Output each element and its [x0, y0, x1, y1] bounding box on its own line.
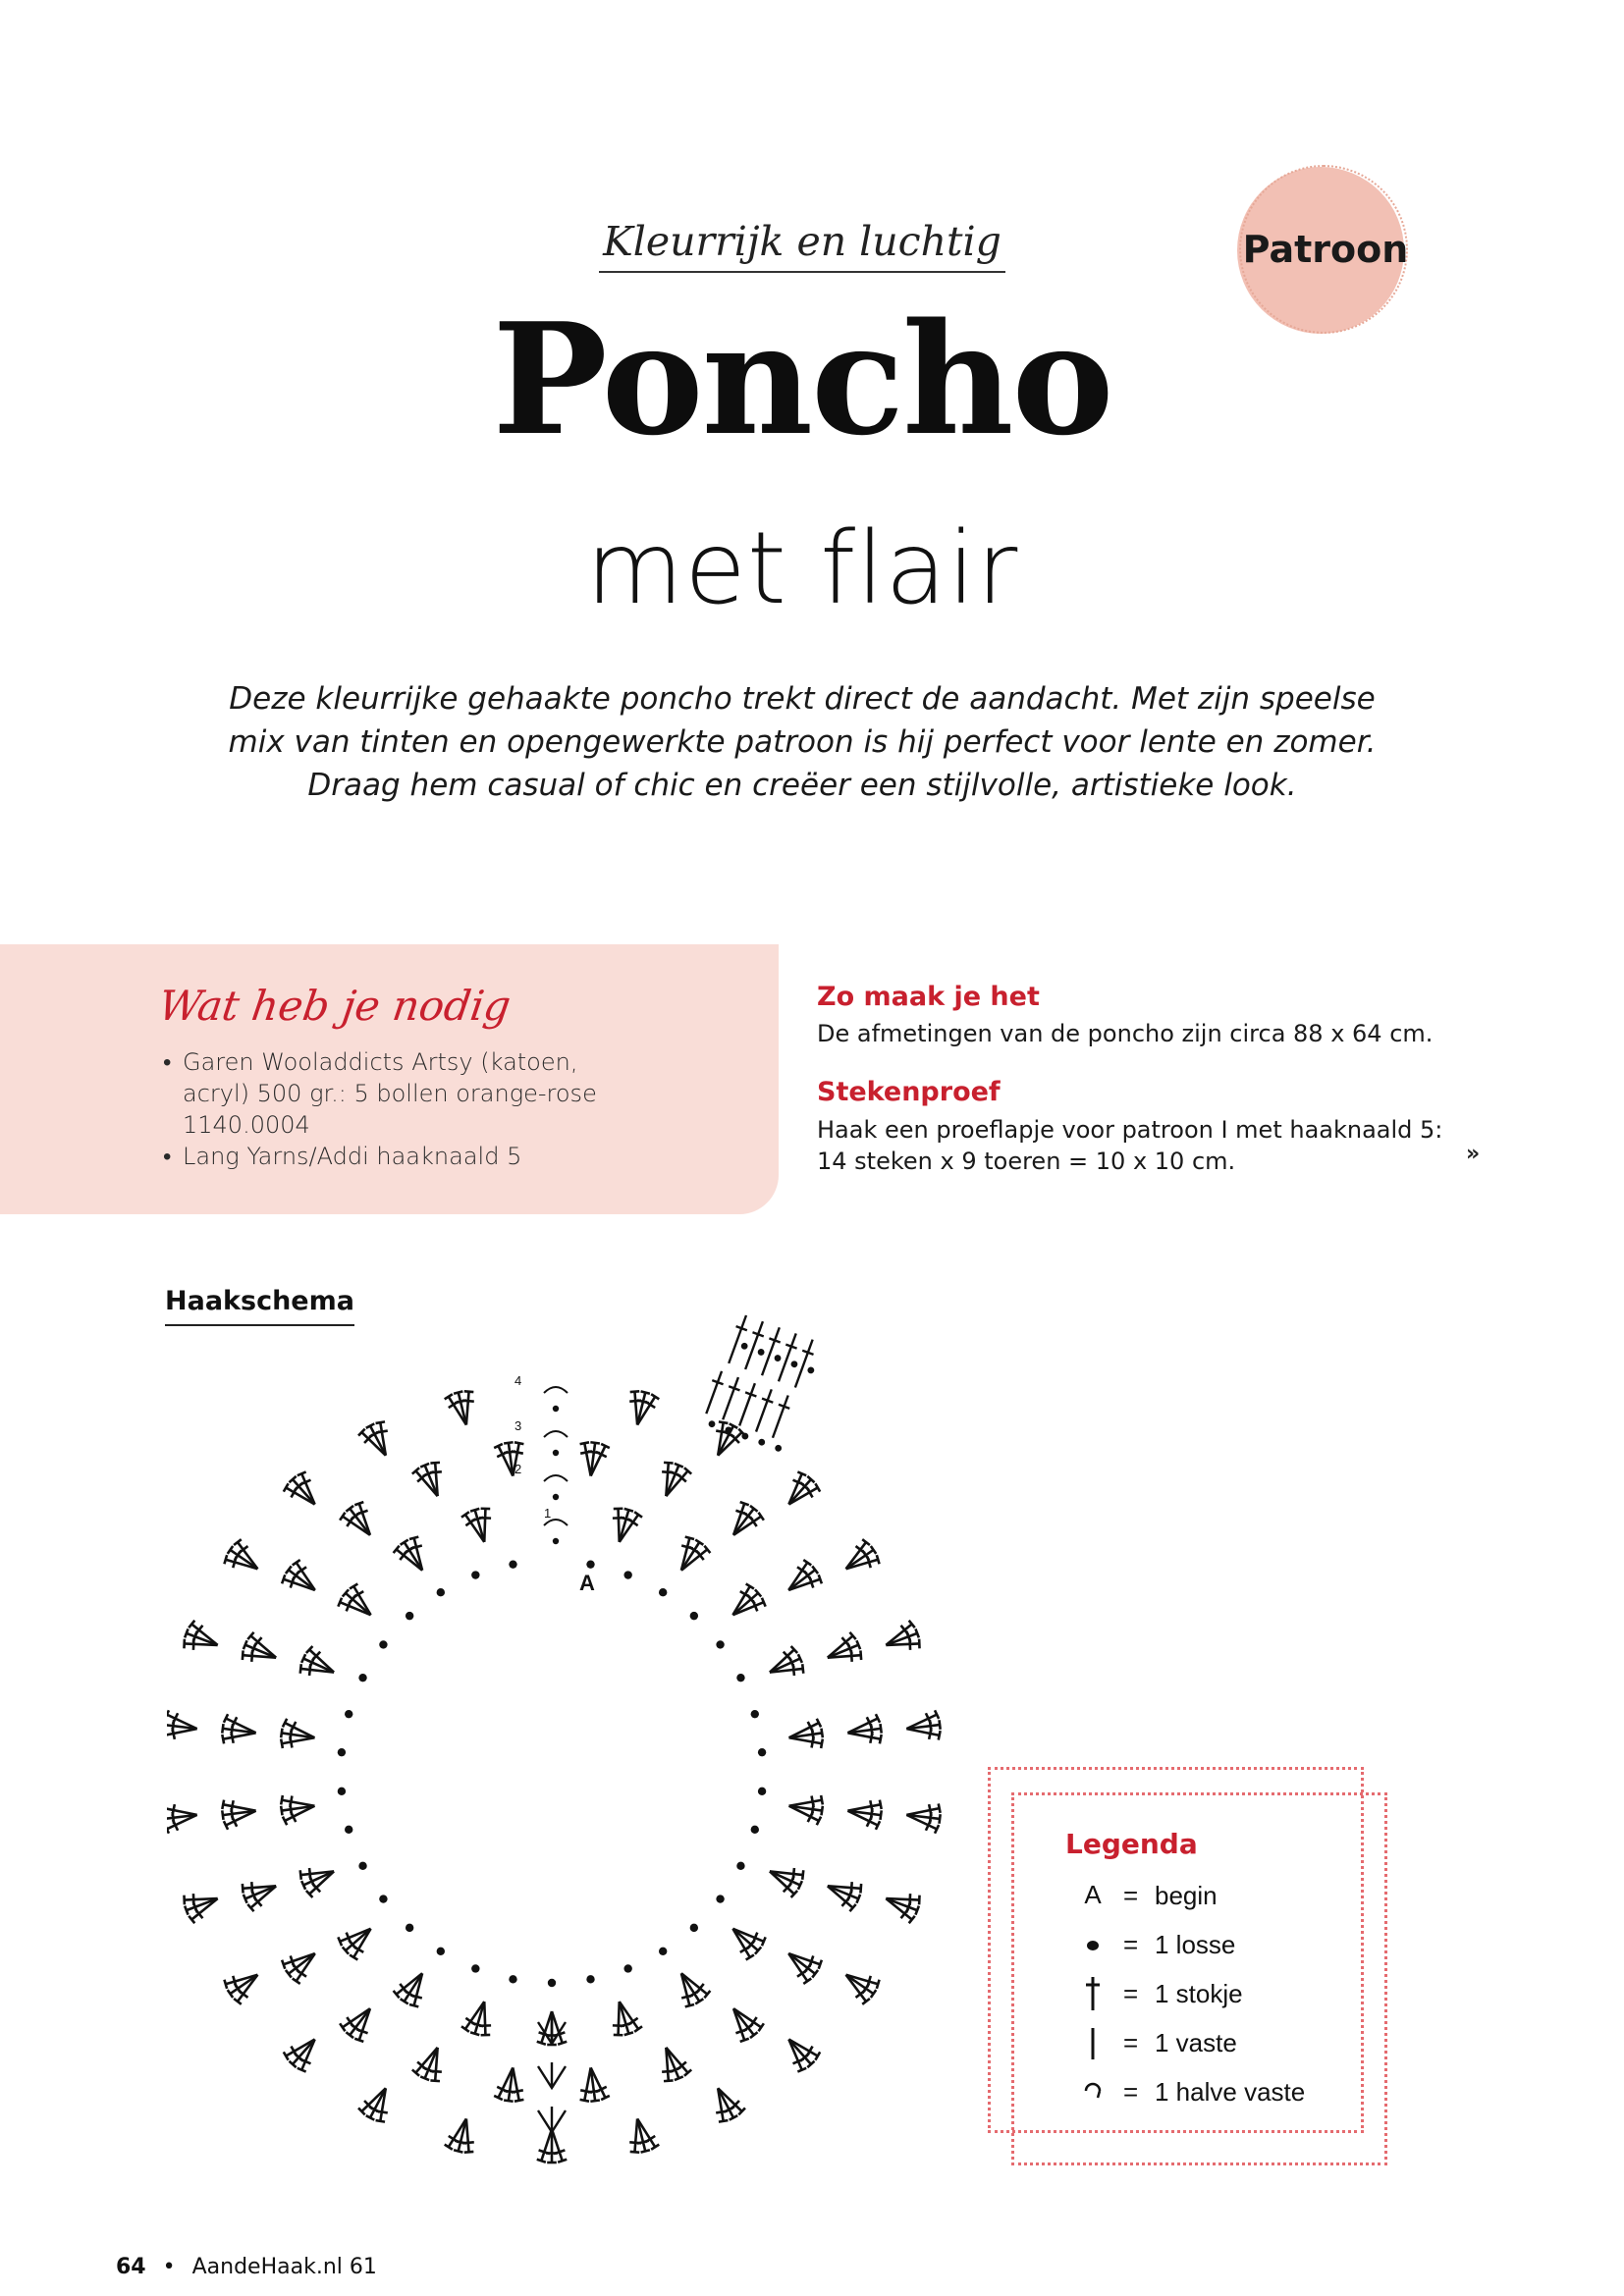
stitch-fan [778, 2029, 822, 2074]
chain-dot [406, 1924, 413, 1932]
continue-icon: » [1466, 1142, 1481, 1166]
stitch-fan [778, 1469, 822, 1515]
chain-dot [736, 1862, 744, 1870]
stitch-fan [786, 1718, 824, 1752]
stitch-fan [576, 2065, 611, 2103]
stitch-fan [764, 1645, 807, 1686]
gauge-line-2: 14 steken x 9 toeren = 10 x 10 cm. [817, 1148, 1236, 1175]
stitch-fan [392, 1534, 435, 1578]
chain-dot [740, 1342, 749, 1351]
stitch-fan [336, 1917, 381, 1961]
page-title: Poncho [492, 290, 1112, 469]
stitch-fan [298, 1645, 341, 1686]
double-crochet-icon [1076, 1973, 1110, 2012]
stitch-fan [181, 1620, 223, 1660]
stitch-fan [845, 1796, 883, 1831]
chain-dot [586, 1560, 594, 1568]
stitch-fan [881, 1620, 923, 1660]
legend-title: Legenda [1065, 1828, 1198, 1860]
chain-dot [716, 1640, 724, 1648]
legend-row-dc: = 1 stokje [1076, 1973, 1341, 2022]
stitch-fan [780, 1558, 825, 1602]
chain-dot [758, 1788, 766, 1795]
chain-dot [379, 1895, 387, 1902]
stitch-fan [881, 1885, 923, 1925]
row-number-3: 3 [514, 1418, 522, 1433]
intro-line-2: mix van tinten en opengewerkte patroon is hij perfect voor lente en zomer. [228, 724, 1377, 760]
detail-stitch [756, 1389, 772, 1431]
chain-dot [716, 1895, 724, 1902]
chain-dot [553, 1538, 559, 1544]
stitch-fan [298, 1857, 341, 1898]
stitch-fan [905, 1800, 942, 1834]
detail-stitch [729, 1315, 746, 1363]
kicker-text: Kleurrijk en luchtig [599, 218, 1005, 273]
stitch-fan [181, 1885, 223, 1925]
stitch-fan [838, 1537, 882, 1580]
stitch-fan [764, 1857, 807, 1898]
begin-symbol: A [1084, 1879, 1102, 1909]
chart-label: Haakschema [165, 1286, 354, 1326]
stitch-fan [460, 1998, 499, 2038]
chain-dot [586, 1975, 594, 1983]
chain-dot [509, 1560, 516, 1568]
stitch-fan [722, 2000, 766, 2045]
stitch-fan [338, 2000, 382, 2045]
stitch-fan [838, 1962, 882, 2005]
start-marker: A [579, 1571, 595, 1595]
chain-dot [623, 1571, 631, 1578]
slip-stitch-mark [544, 1387, 568, 1393]
materials-list [163, 1046, 624, 1172]
stitch-fan [444, 2115, 481, 2155]
chain-dot [623, 1964, 631, 1972]
stitch-fan [280, 1791, 317, 1826]
chain-dot [659, 1588, 667, 1596]
slip-stitch-mark [544, 1431, 568, 1437]
chain-dot [659, 1948, 667, 1955]
page-footer [116, 2255, 377, 2279]
row-number-2: 2 [514, 1462, 522, 1476]
intro-line-1: Deze kleurrijke gehaakte poncho trekt direct de aandacht. Met zijn speelse [229, 681, 1376, 717]
stitch-fan [652, 2042, 692, 2084]
chain-dot [553, 1450, 559, 1456]
chain-dot [471, 1964, 479, 1972]
chain-dot [806, 1366, 815, 1375]
legend-row-chain: = 1 losse [1076, 1924, 1341, 1973]
chain-dot [774, 1354, 783, 1362]
stitch-cluster [538, 2107, 566, 2132]
chain-dot [358, 1862, 366, 1870]
chain-dot [379, 1640, 387, 1648]
slip-stitch-icon [1076, 2071, 1110, 2110]
stitch-fan [905, 1710, 942, 1743]
row-number-1: 1 [544, 1506, 552, 1521]
stitch-fan [221, 1714, 258, 1748]
stitch-fan [357, 2081, 400, 2124]
stitch-fan [669, 1965, 712, 2009]
chain-dot [690, 1612, 698, 1620]
stitch-fan [786, 1791, 824, 1826]
chain-dot [338, 1788, 346, 1795]
issue-label: AandeHaak.nl 61 [191, 2255, 377, 2279]
stitch-fan [623, 2115, 660, 2155]
chain-dot [690, 1924, 698, 1932]
chain-dot [553, 1406, 559, 1412]
detail-stitch [773, 1396, 788, 1438]
detail-stitch [745, 1321, 763, 1369]
stitch-fan [411, 1460, 452, 1502]
stitch-fan [780, 1942, 825, 1986]
legend-list [1076, 1875, 1341, 2120]
chain-dot [751, 1710, 759, 1718]
legend-row-sc: = 1 vaste [1076, 2022, 1341, 2071]
chain-dot [358, 1674, 366, 1682]
stitch-fan [822, 1872, 864, 1912]
chain-dot [790, 1360, 799, 1368]
stitch-fan [444, 1389, 481, 1428]
legend-row-slst: = 1 halve vaste [1076, 2071, 1341, 2120]
stitch-fan [167, 1710, 198, 1743]
stitch-fan [167, 1800, 198, 1834]
stitch-cluster [538, 2062, 566, 2088]
fan-detail [697, 1312, 825, 1454]
slip-stitch-mark [544, 1475, 568, 1481]
chain-dot [708, 1419, 717, 1428]
how-text: De afmetingen van de poncho zijn circa 88 x 64 cm. [817, 1020, 1434, 1047]
chain-dot [437, 1948, 445, 1955]
detail-stitch [706, 1371, 722, 1414]
stitch-fan [623, 1389, 660, 1428]
stitch-fan [705, 2081, 747, 2124]
stitch-fan [845, 1714, 883, 1748]
materials-item: • Garen Wooladdicts Artsy (katoen, acryl) 500 gr.: 5 bollen orange-rose 1140.0004 [163, 1046, 624, 1141]
detail-stitch [779, 1333, 796, 1381]
chain-dot [345, 1826, 352, 1834]
row-number-4: 4 [514, 1373, 522, 1388]
stitch-fan [576, 1441, 611, 1478]
materials-title: Wat heb je nodig [155, 982, 514, 1030]
stitch-fan [411, 2042, 452, 2084]
stitch-fan [222, 1962, 266, 2005]
gauge-line-1: Haak een proeflapje voor patroon I met haaknaald 5: [817, 1116, 1443, 1144]
stitch-fan [652, 1460, 692, 1502]
chain-dot [437, 1588, 445, 1596]
chain-dot [548, 1979, 556, 1987]
chain-dot [471, 1571, 479, 1578]
chain-dot [758, 1748, 766, 1756]
detail-stitch [739, 1383, 755, 1425]
detail-stitch [723, 1377, 738, 1419]
chain-dot [757, 1348, 766, 1357]
stitch-fan [605, 1506, 643, 1546]
chain-dot [345, 1710, 352, 1718]
chain-dot [406, 1612, 413, 1620]
stitch-fan [240, 1872, 282, 1912]
stitch-fan [280, 1718, 317, 1752]
stitch-fan [722, 1500, 766, 1545]
stitch-fan [460, 1506, 499, 1546]
intro-line-3: Draag hem casual of chic en creëer een stijlvolle, artistieke look. [307, 768, 1297, 803]
footer-separator: • [162, 2255, 176, 2279]
page-number: 64 [116, 2255, 146, 2279]
stitch-fan [338, 1500, 382, 1545]
how-title: Zo maak je het [817, 982, 1040, 1012]
chain-dot [338, 1748, 346, 1756]
stitch-fan [723, 1917, 768, 1961]
chain-dot [757, 1438, 766, 1447]
materials-item: • Lang Yarns/Addi haaknaald 5 [163, 1141, 624, 1172]
stitch-fan [357, 1419, 400, 1463]
page-subtitle: met flair [585, 510, 1019, 627]
stitch-fan [221, 1796, 258, 1831]
badge-label: Patroon [1242, 228, 1409, 271]
stitch-fan [494, 1441, 528, 1478]
stitch-fan [240, 1631, 282, 1672]
chain-dot-icon [1076, 1924, 1110, 1963]
crochet-chart [167, 1296, 972, 2169]
stitch-fan [392, 1965, 435, 2009]
stitch-fan [280, 1558, 325, 1602]
chart-marks [167, 1387, 942, 2163]
stitch-fan [669, 1534, 712, 1578]
stitch-fan [222, 1537, 266, 1580]
detail-stitch [762, 1327, 780, 1375]
single-crochet-icon [1076, 2022, 1110, 2061]
chain-dot [553, 1494, 559, 1500]
stitch-fan [336, 1581, 381, 1626]
detail-stitch [795, 1340, 813, 1388]
stitch-fan [822, 1631, 864, 1672]
stitch-fan [494, 2065, 528, 2103]
stitch-fan [282, 1469, 326, 1515]
chain-dot [509, 1975, 516, 1983]
legend-row-begin: A = begin [1076, 1875, 1341, 1924]
chain-dot [774, 1444, 783, 1453]
stitch-fan [723, 1581, 768, 1626]
chain-dot [751, 1826, 759, 1834]
stitch-fan [282, 2029, 326, 2074]
stitch-fan [605, 1998, 643, 2038]
intro-text [177, 677, 1428, 807]
gauge-title: Stekenproef [817, 1077, 1001, 1107]
stitch-fan [280, 1942, 325, 1986]
chain-dot [736, 1674, 744, 1682]
